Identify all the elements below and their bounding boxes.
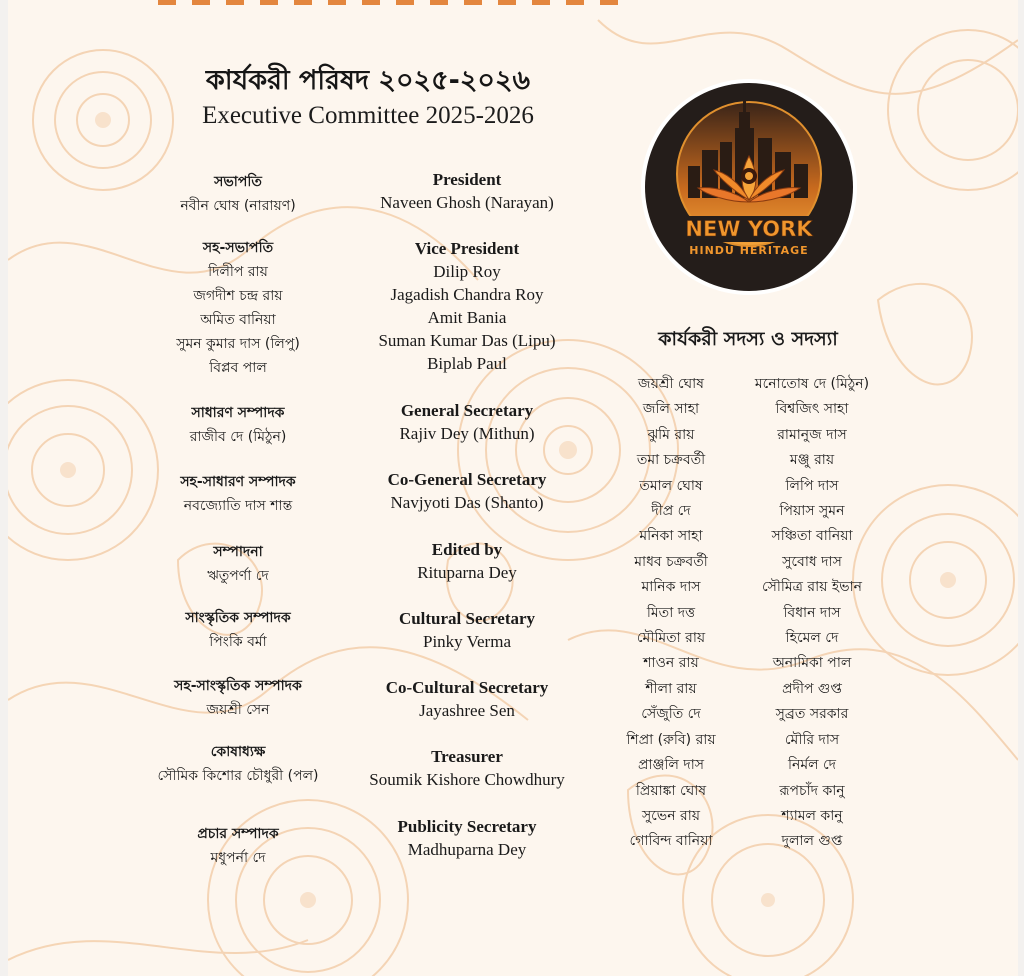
- member-name: শাওন রায়: [643, 655, 699, 672]
- member-name: শিপ্রা (রুবি) রায়: [626, 731, 716, 748]
- role-names: Navjyoti Das (Shanto): [390, 493, 544, 512]
- role-title: প্রচার সম্পাদক: [197, 826, 279, 842]
- members-column-right: [742, 372, 882, 855]
- poster-sheet: [8, 0, 1018, 976]
- member-name: শীলা রায়: [645, 680, 697, 697]
- member-name: বিশ্বজিৎ সাহা: [775, 401, 849, 418]
- role-title: সভাপতি: [214, 174, 262, 190]
- role-names: Naveen Ghosh (Narayan): [380, 193, 554, 212]
- member-name: সুভেন রায়: [641, 807, 701, 824]
- member-name: সৌমিত্র রায় ইভান: [761, 579, 863, 596]
- role-block-en-publicity-secretary: [348, 815, 586, 861]
- member-name: জলি সাহা: [642, 401, 700, 418]
- role-title: কোষাধ্যক্ষ: [210, 744, 266, 760]
- member-name: মাধব চক্রবর্তী: [634, 553, 708, 570]
- title-english: Executive Committee 2025-2026: [202, 102, 534, 129]
- members-section-title: কার্যকরী সদস্য ও সদস্যা: [658, 328, 838, 350]
- member-name: জয়শ্রী ঘোষ: [638, 376, 704, 392]
- role-names: Madhuparna Dey: [407, 840, 527, 859]
- role-names: ঋতুপর্ণা দে: [207, 568, 269, 584]
- member-name: সেঁজুতি দে: [641, 706, 701, 723]
- role-block-bn-cultural-secretary: [138, 606, 338, 654]
- member-name: রামানুজ দাস: [777, 426, 847, 443]
- member-name: সঞ্চিতা বানিয়া: [771, 528, 853, 545]
- role-block-en-general-secretary: [348, 399, 586, 445]
- role-names: Rituparna Dey: [417, 563, 517, 582]
- role-block-en-treasurer: [348, 745, 586, 791]
- role-title: Publicity Secretary: [397, 817, 537, 836]
- role-block-bn-co-cultural-secretary: [138, 674, 338, 722]
- logo-text-line2: HINDU HERITAGE: [689, 244, 809, 257]
- role-names: রাজীব দে (মিঠুন): [189, 429, 287, 445]
- role-title: সহ-সাংস্কৃতিক সম্পাদক: [174, 678, 302, 694]
- role-title: Co-Cultural Secretary: [385, 678, 549, 697]
- role-block-bn-publicity-secretary: [138, 822, 338, 870]
- role-names: দিলীপ রায় জগদীশ চন্দ্র রায় অমিত বানিয়া সুমন কুমার দাস (লিপু) বিপ্লব পাল: [176, 264, 300, 376]
- role-names: Rajiv Dey (Mithun): [399, 424, 535, 443]
- member-name: সুবোধ দাস: [782, 553, 842, 570]
- role-names: জয়শ্রী সেন: [206, 702, 270, 718]
- role-block-en-vice-president: [348, 237, 586, 375]
- role-names: Soumik Kishore Chowdhury: [369, 770, 565, 789]
- logo-text-line1: NEW YORK: [685, 217, 813, 241]
- member-name: রূপচাঁদ কানু: [779, 782, 845, 799]
- role-names: Jayashree Sen: [419, 701, 515, 720]
- member-name: মঞ্জু রায়: [789, 452, 835, 469]
- role-title: General Secretary: [400, 401, 534, 420]
- member-name: তমা চক্রবর্তী: [636, 452, 706, 469]
- member-name: মনিকা সাহা: [639, 528, 703, 545]
- role-names: নবীন ঘোষ (নারায়ণ): [180, 198, 296, 214]
- member-name: লিপি দাস: [785, 477, 839, 494]
- role-title: সম্পাদনা: [213, 544, 263, 560]
- member-name: গোবিন্দ বানিয়া: [629, 833, 713, 850]
- role-names: পিংকি বর্মা: [209, 634, 267, 650]
- role-title: Cultural Secretary: [398, 609, 536, 628]
- role-title: Treasurer: [431, 747, 503, 766]
- member-name: দুলাল গুপ্ত: [781, 833, 843, 850]
- role-block-bn-general-secretary: [138, 401, 338, 449]
- role-names: সৌমিক কিশোর চৌধুরী (পল): [157, 768, 319, 784]
- member-name: তমাল ঘোষ: [639, 477, 703, 494]
- top-decorative-strip: [158, 0, 618, 5]
- role-block-bn-treasurer: [138, 740, 338, 788]
- role-block-bn-vice-president: [138, 236, 338, 380]
- member-name: মনোতোষ দে (মিঠুন): [754, 376, 870, 392]
- role-title: সাধারণ সম্পাদক: [191, 405, 285, 421]
- role-block-en-cultural-secretary: [348, 607, 586, 653]
- role-title: Edited by: [431, 540, 503, 559]
- title-bengali: কার্যকরী পরিষদ ২০২৫-২০২৬: [205, 65, 531, 96]
- member-name: প্রাঞ্জলি দাস: [637, 757, 705, 774]
- member-name: দীপ্র দে: [651, 503, 691, 520]
- member-name: মৌমিতা রায়: [636, 630, 706, 647]
- member-name: শ্যামল কানু: [781, 807, 843, 824]
- member-name: বিধান দাস: [783, 604, 841, 621]
- member-name: হিমেল দে: [785, 630, 839, 647]
- member-name: অনামিকা পাল: [772, 655, 852, 672]
- role-block-en-co-cultural-secretary: [348, 676, 586, 722]
- member-name: মৌরি দাস: [784, 731, 840, 748]
- member-name: পিয়াস সুমন: [779, 503, 845, 520]
- role-block-bn-co-general-secretary: [138, 470, 338, 518]
- role-title: সাংস্কৃতিক সম্পাদক: [185, 610, 291, 626]
- role-names: Pinky Verma: [423, 632, 511, 651]
- role-block-en-edited-by: [348, 538, 586, 584]
- role-title: Vice President: [414, 239, 520, 258]
- role-title: Co-General Secretary: [387, 470, 547, 489]
- member-name: নির্মল দে: [787, 757, 837, 774]
- role-names: নবজ্যোতি দাস শান্ত: [183, 498, 293, 514]
- role-block-bn-edited-by: [138, 540, 338, 588]
- member-name: প্রদীপ গুপ্ত: [782, 680, 842, 697]
- role-names: মধুপর্না দে: [210, 850, 266, 866]
- role-block-bn-president: [138, 170, 338, 218]
- member-name: মানিক দাস: [641, 579, 701, 596]
- members-column-left: [606, 372, 736, 855]
- role-title: President: [432, 170, 502, 189]
- role-block-en-president: [348, 168, 586, 214]
- member-name: মিতা দত্ত: [646, 604, 696, 621]
- role-names: Dilip Roy Jagadish Chandra Roy Amit Bania Suman Kumar Das (Lipu) Biplab Paul: [378, 262, 556, 373]
- member-name: ঝুমি রায়: [647, 426, 695, 443]
- new-york-hindu-heritage-logo: [640, 78, 858, 296]
- role-title: সহ-সভাপতি: [202, 240, 274, 256]
- role-title: সহ-সাধারণ সম্পাদক: [180, 474, 296, 490]
- member-name: সুব্রত সরকার: [775, 706, 849, 723]
- member-name: প্রিয়াঙ্কা ঘোষ: [635, 782, 707, 799]
- role-block-en-co-general-secretary: [348, 468, 586, 514]
